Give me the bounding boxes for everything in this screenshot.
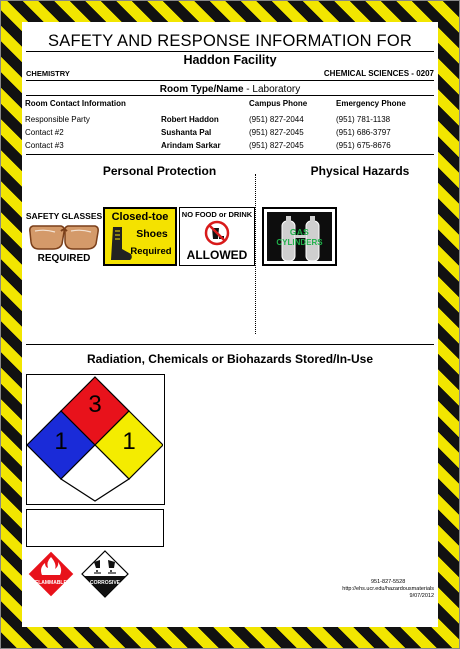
- corrosive-placard: [81, 550, 129, 598]
- section-divider: [255, 174, 256, 334]
- page-title: SAFETY AND RESPONSE INFORMATION FOR: [48, 32, 412, 50]
- contact-header-row: [25, 97, 435, 113]
- contact-name: Robert Haddon: [161, 115, 219, 124]
- contact-table: [25, 97, 435, 152]
- corrosive-label: CORROSIVE: [89, 580, 120, 586]
- department-code: CHEMICAL SCIENCES - 0207: [323, 69, 434, 78]
- nfpa-health-value: 1: [54, 428, 68, 455]
- flammable-placard: [27, 550, 75, 598]
- ppe-heading: Personal Protection: [102, 164, 217, 178]
- cylinders-text: CYLINDERS: [276, 238, 323, 247]
- physical-hazards-heading: Physical Hazards: [310, 164, 410, 178]
- safety-glasses-required: REQUIRED: [37, 253, 91, 264]
- header-emergency-phone: Emergency Phone: [336, 99, 406, 108]
- footer-url[interactable]: http://ehs.ucr.edu/hazardousmaterials: [342, 586, 434, 592]
- no-food-allowed: ALLOWED: [186, 248, 248, 262]
- safety-glasses-sign: [25, 207, 103, 266]
- nfpa-flammability-value: 3: [88, 391, 102, 418]
- contacts-rule: [26, 154, 434, 155]
- safety-glasses-icon: [27, 222, 101, 252]
- footer-phone: 951-827-5528: [371, 579, 406, 585]
- campus-phone: (951) 827-2045: [249, 128, 304, 137]
- no-food-drink-sign: [179, 207, 255, 266]
- header-room-contact: Room Contact Information: [25, 99, 126, 108]
- footer-date: 9/07/2012: [409, 593, 434, 599]
- shoes-text: Shoes: [136, 228, 168, 240]
- safety-sheet: [22, 22, 438, 627]
- room-type-value: - Laboratory: [243, 84, 301, 95]
- contact-role: Responsible Party: [25, 115, 90, 124]
- contact-name: Arindam Sarkar: [161, 141, 221, 150]
- facility-name: Haddon Facility: [183, 53, 277, 67]
- ppe-rule: [26, 344, 434, 345]
- corrosive-icon: [81, 550, 129, 598]
- table-row: [25, 126, 435, 139]
- emergency-phone: (951) 675-8676: [336, 141, 391, 150]
- title-rule: [26, 51, 434, 52]
- no-food-icon: [204, 220, 230, 246]
- no-food-text: NO FOOD or DRINK: [181, 210, 253, 219]
- notes-box: [26, 509, 164, 547]
- room-type-rule: [26, 95, 434, 96]
- shoes-required-text: Required: [130, 246, 172, 257]
- gas-text: GAS: [289, 227, 310, 237]
- nfpa-instability-value: 1: [122, 428, 136, 455]
- room-type-label: Room Type/Name: [159, 84, 244, 95]
- flammable-icon: [27, 550, 75, 598]
- closed-toe-text: Closed-toe: [111, 211, 169, 223]
- flammable-label: FLAMMABLE: [35, 580, 67, 586]
- table-row: [25, 139, 435, 152]
- emergency-phone: (951) 686-3797: [336, 128, 391, 137]
- campus-phone: (951) 827-2044: [249, 115, 304, 124]
- closed-toe-shoes-sign: [103, 207, 177, 266]
- header-campus-phone: Campus Phone: [249, 99, 308, 108]
- gas-cylinders-sign: [262, 207, 337, 266]
- contact-role: Contact #2: [25, 128, 64, 137]
- room-type: [22, 84, 438, 95]
- nfpa-diamond-box: [26, 374, 165, 505]
- footer: [342, 579, 434, 600]
- emergency-phone: (951) 781-1138: [336, 115, 391, 124]
- contact-role: Contact #3: [25, 141, 64, 150]
- safety-glasses-text: SAFETY GLASSES: [25, 211, 103, 221]
- contact-name: Sushanta Pal: [161, 128, 212, 137]
- department-label: CHEMISTRY: [26, 69, 70, 78]
- facility-rule: [26, 80, 434, 81]
- stored-hazards-heading: Radiation, Chemicals or Biohazards Stored/In-Use: [86, 352, 374, 366]
- table-row: [25, 113, 435, 126]
- campus-phone: (951) 827-2045: [249, 141, 304, 150]
